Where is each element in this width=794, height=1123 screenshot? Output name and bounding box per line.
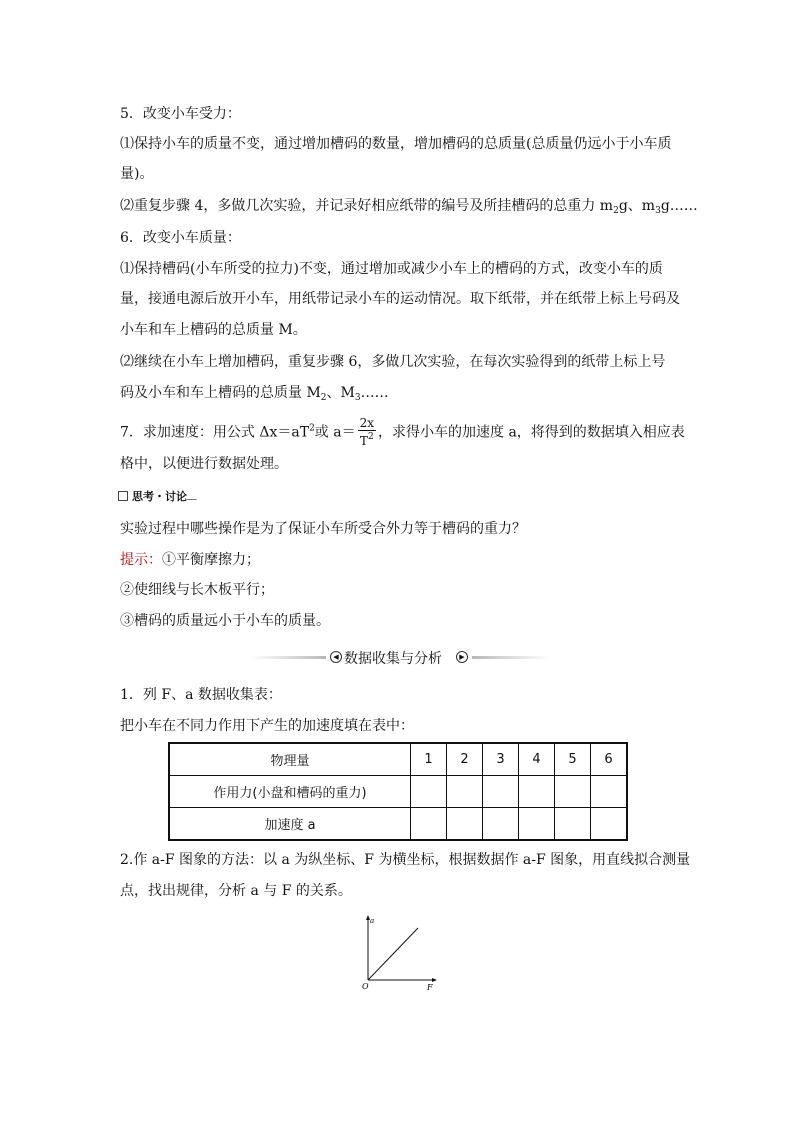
think-question: 实验过程中哪些操作是为了保证小车所受合外力等于槽码的重力？	[120, 521, 526, 537]
table-cell	[591, 808, 628, 841]
table-row	[169, 776, 627, 808]
data-section-banner	[250, 648, 550, 668]
left-arrow-icon: ◀	[330, 651, 342, 663]
table-header-row	[169, 743, 627, 776]
banner-title: 数据收集与分析	[344, 651, 442, 667]
table-col-1: 1	[411, 743, 447, 776]
x-axis-arrow	[432, 978, 437, 982]
table-cell	[483, 776, 519, 808]
think-discuss-tag: 思考・讨论	[118, 488, 199, 504]
hint-line2: ②使细线与长木板平行；	[120, 582, 274, 598]
step6-para2-line1: ⑵继续在小车上增加槽码，重复步骤 6，多做几次实验，在每次实验得到的纸带上标上号	[120, 354, 666, 370]
step6-para1-line2: 量，接通电源后放开小车，用纸带记录小车的运动情况。取下纸带，并在纸带上标上号码及	[120, 291, 680, 307]
tag-tail-icon	[186, 493, 202, 500]
table-col-3: 3	[483, 743, 519, 776]
table-header-cell: 物理量	[169, 743, 411, 776]
step6-title: 6．改变小车质量：	[120, 230, 241, 246]
step5-para1-line2: 量)。	[120, 166, 154, 182]
table-cell	[447, 808, 483, 841]
table-cell	[555, 808, 591, 841]
table-cell	[411, 776, 447, 808]
hint-line3: ③槽码的质量远小于小车的质量。	[120, 613, 330, 629]
table-col-5: 5	[555, 743, 591, 776]
table-cell	[591, 776, 628, 808]
banner-right-bar	[472, 656, 550, 659]
y-axis-label: a	[370, 917, 375, 925]
acceleration-fraction: $\frac{2x}{T^2}$	[359, 416, 374, 448]
table-cell	[483, 808, 519, 841]
hint-line1: 提示：①平衡摩擦力；	[120, 552, 260, 568]
graph-method-line2: 点，找出规律，分析 a 与 F 的关系。	[120, 883, 352, 899]
table-row	[169, 808, 627, 841]
table-col-4: 4	[519, 743, 555, 776]
data-table-intro: 把小车在不同力作用下产生的加速度填在表中：	[120, 718, 414, 734]
step6-para2-line2: 码及小车和车上槽码的总质量 $M_2$、$M_3\dots\dots$	[120, 385, 389, 403]
table-cell	[411, 808, 447, 841]
table-cell	[519, 776, 555, 808]
x-axis-label: F	[427, 983, 433, 992]
step7-line2: 格中，以便进行数据处理。	[120, 456, 288, 472]
table-cell	[447, 776, 483, 808]
step5-para2: ⑵重复步骤 4，多做几次实验，并记录好相应纸带的编号及所挂槽码的总重力 $m_2g$、$m_3g\dots\dots$	[120, 198, 698, 216]
graph-method-line1: 2.作 a-F 图象的方法：以 a 为纵坐标、F 为横坐标，根据数据作 a-F 图象，用直线拟合测量	[120, 852, 691, 868]
row-label-force: 作用力(小盘和槽码的重力)	[169, 776, 411, 808]
step7-formula-line: 7．求加速度：用公式 $\Delta x=aT^2$或 a＝ $\frac{2x}{T^2}$ ，求得小车的加速度 a，将得到的数据填入相应表	[120, 416, 685, 448]
a-f-graph	[358, 914, 444, 994]
step6-para1-line1: ⑴保持槽码(小车所受的拉力)不变，通过增加或减少小车上的槽码的方式，改变小车的质	[120, 261, 663, 277]
origin-label: O	[362, 982, 369, 991]
table-cell	[519, 808, 555, 841]
table-cell	[555, 776, 591, 808]
hint-label: 提示：	[120, 552, 162, 568]
step6-para1-line3: 小车和车上槽码的总质量 M。	[120, 322, 307, 338]
data-collection-table	[168, 742, 628, 841]
tag-box-icon	[118, 491, 128, 501]
table-col-6: 6	[591, 743, 628, 776]
right-arrow-icon: ▶	[456, 651, 468, 663]
table-col-2: 2	[447, 743, 483, 776]
banner-left-bar	[250, 656, 326, 659]
row-label-acceleration: 加速度 a	[169, 808, 411, 841]
proportional-line	[368, 928, 418, 980]
step5-para1-line1: ⑴保持小车的质量不变，通过增加槽码的数量，增加槽码的总质量(总质量仍远小于小车质	[120, 136, 672, 152]
data-table-title: 1．列 F、a 数据收集表：	[120, 687, 282, 703]
step5-title: 5．改变小车受力：	[120, 106, 241, 122]
